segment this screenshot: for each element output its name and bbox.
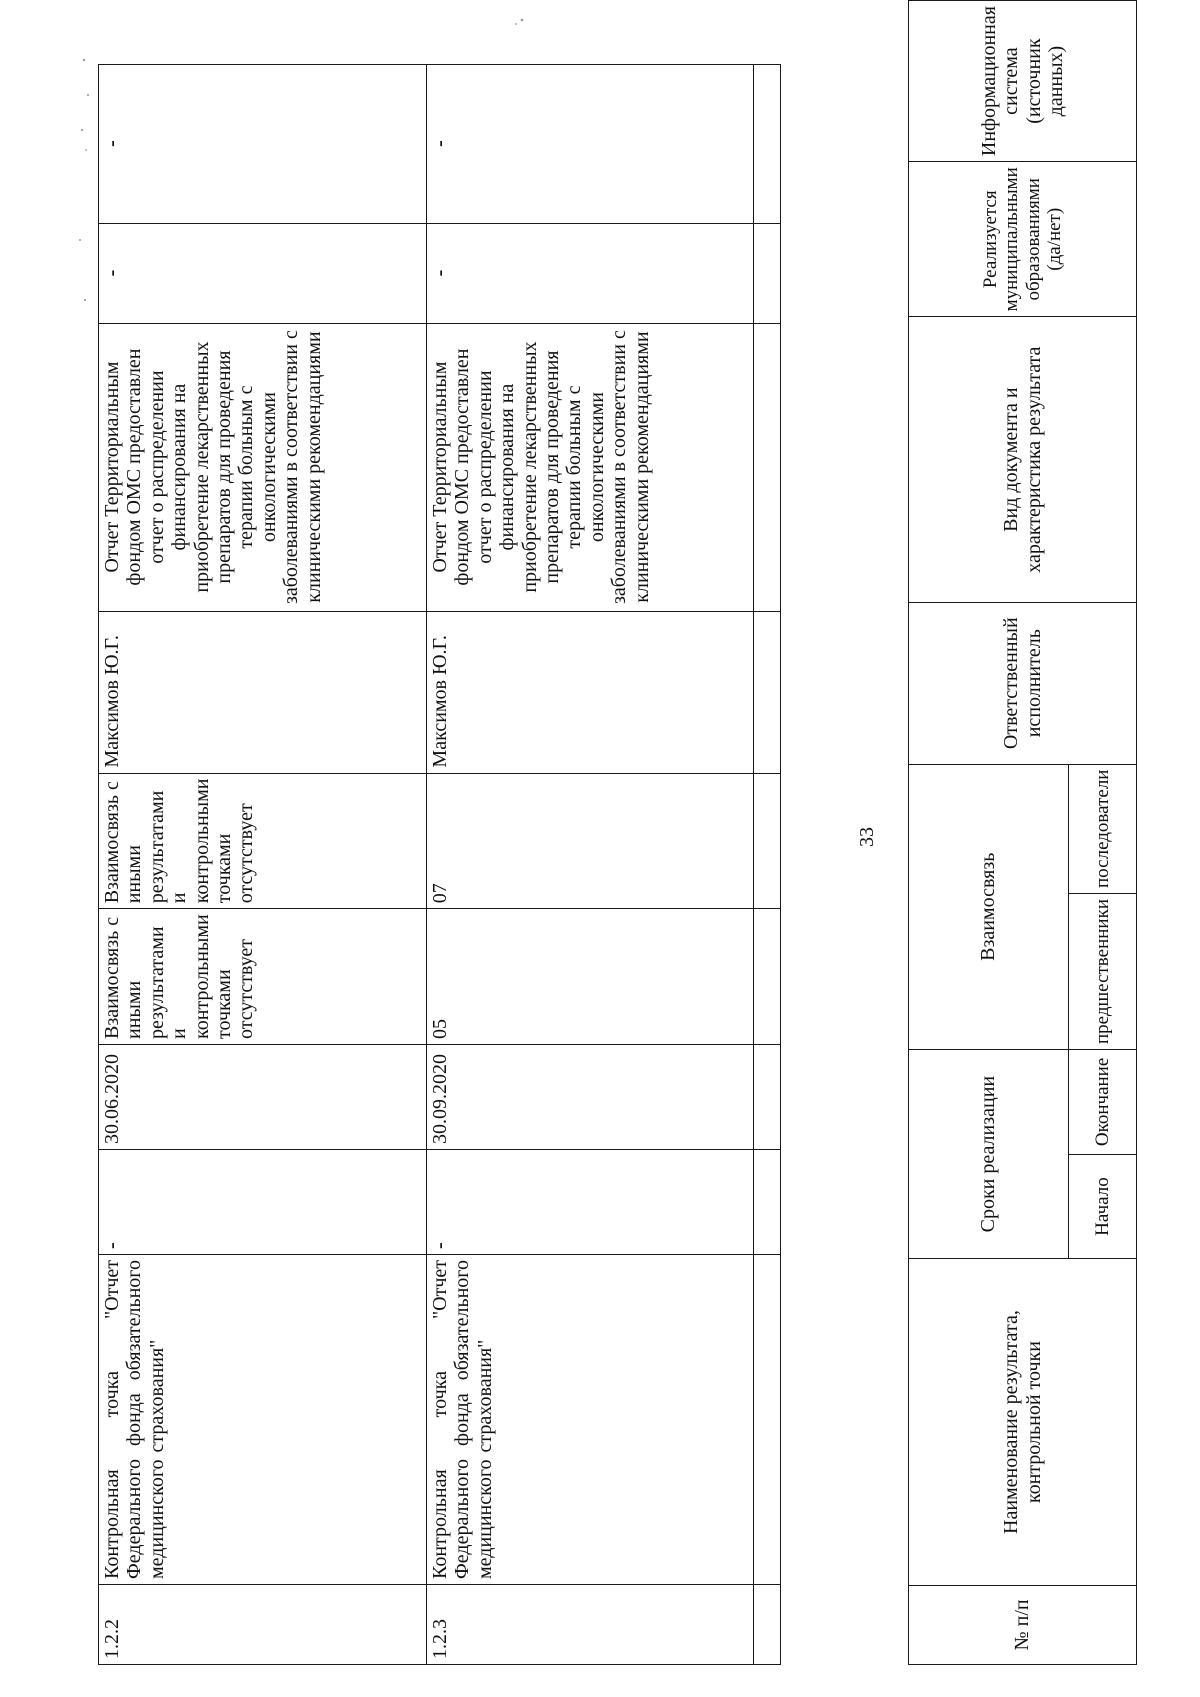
predecessors: Взаимосвязь с иными результатами и контрольными точками отсутствует bbox=[99, 909, 427, 1045]
header-successors: последователи bbox=[1069, 764, 1137, 893]
table-row bbox=[427, 64, 754, 1664]
info-system: - bbox=[427, 64, 754, 223]
header-number: № п/п bbox=[909, 1585, 1137, 1664]
successors: 07 bbox=[427, 773, 754, 909]
result-name: Контрольная точка "Отчет Федерального фонда обязательного медицинского страхования" bbox=[99, 1255, 427, 1585]
header-end: Окончание bbox=[1069, 1049, 1137, 1154]
header-document: Вид документа и характеристика результата bbox=[909, 317, 1137, 602]
header-table bbox=[908, 0, 1137, 1665]
start-date: - bbox=[427, 1150, 754, 1255]
document-description: Отчет Территориальным фондом ОМС предоставлен отчет о распределении финансирования на приобретение лекарственных препаратов для проведения терапии больным с онкологическими заболеваниями в соответствии с клиническими рекомендациями bbox=[427, 323, 754, 611]
end-date: 30.06.2020 bbox=[99, 1045, 427, 1150]
info-system: - bbox=[99, 64, 427, 223]
responsible-person: Максимов Ю.Г. bbox=[99, 611, 427, 773]
header-municipal: Реализуется муниципальными образованиями (да/нет) bbox=[909, 162, 1137, 317]
start-date: - bbox=[99, 1150, 427, 1255]
predecessors: 05 bbox=[427, 909, 754, 1045]
municipal-flag: - bbox=[99, 223, 427, 323]
row-number: 1.2.2 bbox=[99, 1585, 427, 1665]
document-description: Отчет Территориальным фондом ОМС предоставлен отчет о распределении финансирования на приобретение лекарственных препаратов для проведения терапии больным с онкологическими заболеваниями в соответствии с клиническими рекомендациями bbox=[99, 323, 427, 611]
result-name: Контрольная точка "Отчет Федерального фонда обязательного медицинского страхования" bbox=[427, 1255, 754, 1585]
header-start: Начало bbox=[1069, 1154, 1137, 1258]
header-responsible: Ответственный исполнитель bbox=[909, 602, 1137, 764]
municipal-flag: - bbox=[427, 223, 754, 323]
header-link: Взаимосвязь bbox=[909, 764, 1069, 1049]
header-info-system: Информационная система (источник данных) bbox=[909, 1, 1137, 162]
responsible-person: Максимов Ю.Г. bbox=[427, 611, 754, 773]
page-number: 33 bbox=[856, 827, 878, 847]
empty-row bbox=[754, 64, 781, 1664]
table-row bbox=[99, 64, 427, 1664]
successors: Взаимосвязь с иными результатами и контрольными точками отсутствует bbox=[99, 773, 427, 909]
row-number: 1.2.3 bbox=[427, 1585, 754, 1665]
header-result-name: Наименование результата, контрольной точки bbox=[909, 1259, 1137, 1586]
header-predecessors: предшественники bbox=[1069, 893, 1137, 1049]
results-table bbox=[98, 64, 781, 1665]
header-terms: Сроки реализации bbox=[909, 1049, 1069, 1258]
end-date: 30.09.2020 bbox=[427, 1045, 754, 1150]
